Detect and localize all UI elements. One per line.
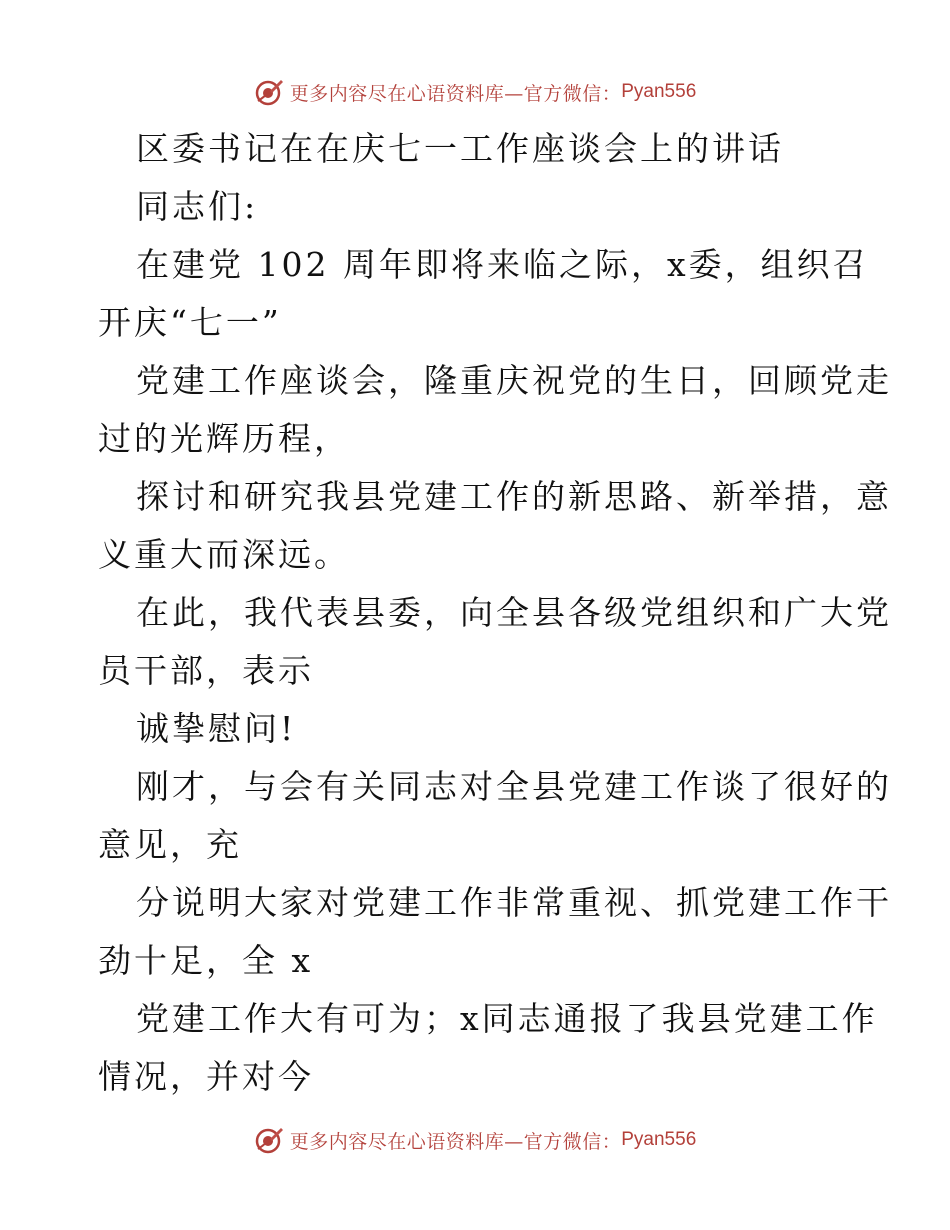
banner-wechat-id: Pyan556 [621,81,697,102]
header-watermark-banner [0,72,950,112]
paragraph-line: 在建党 102 周年即将来临之际，x委，组织召 [136,245,869,284]
paragraph-line: 在此，我代表县委，向全县各级党组织和广大党 [136,593,892,632]
paragraph-line: 刚才，与会有关同志对全县党建工作谈了很好的 [136,767,892,806]
salutation: 同志们: [136,187,259,226]
banner-text: 更多内容尽在心语资料库—官方微信： [289,1130,622,1153]
paragraph-line: 开庆“七一” [98,303,282,342]
paragraph-line: 党建工作大有可为；x同志通报了我县党建工作 [136,999,878,1038]
paragraph-line: 员干部，表示 [98,651,314,690]
paragraph-line: 诚挚慰问! [136,709,297,748]
paragraph-line: 过的光辉历程， [98,419,350,458]
banner-wechat-id: Pyan556 [621,1129,697,1150]
banner-text: 更多内容尽在心语资料库—官方微信： [289,82,622,105]
brush-logo-icon [254,77,284,107]
paragraph-line: 劲十足，全 x [98,941,314,980]
document-body [98,120,892,1106]
brush-logo-icon [254,1125,284,1155]
paragraph-line: 分说明大家对党建工作非常重视、抓党建工作干 [136,883,892,922]
paragraph-line: 党建工作座谈会，隆重庆祝党的生日，回顾党走 [136,361,892,400]
paragraph-line: 意见，充 [98,825,242,864]
paragraph-line: 情况，并对今 [98,1057,314,1096]
document-title: 区委书记在在庆七一工作座谈会上的讲话 [136,129,784,168]
paragraph-line: 义重大而深远。 [98,535,350,574]
footer-watermark-banner [0,1120,950,1160]
paragraph-line: 探讨和研究我县党建工作的新思路、新举措，意 [136,477,892,516]
